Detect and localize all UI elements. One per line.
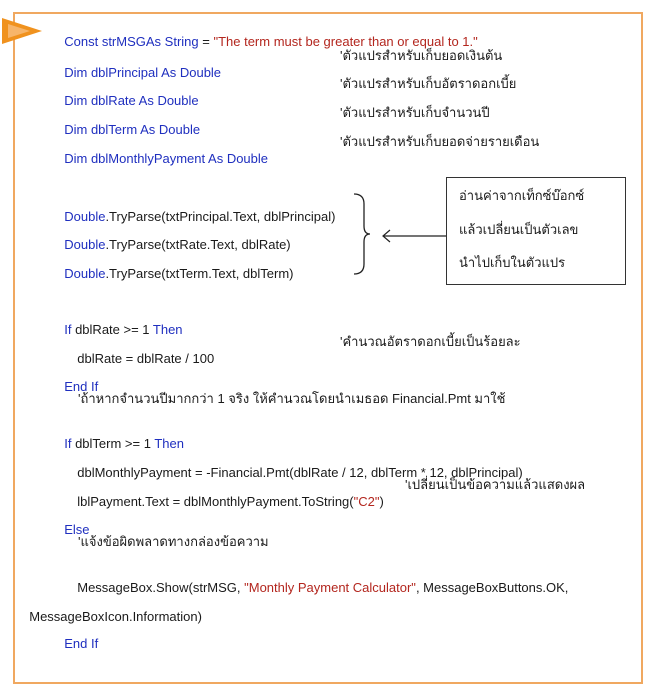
keyword: Double (64, 266, 106, 281)
comment: 'แจ้งข้อผิดพลาดทางกล่องข้อความ (78, 534, 269, 549)
keyword: Double (64, 237, 106, 252)
identifier: dblRate (90, 93, 139, 108)
code-line-dim-term (57, 106, 200, 138)
keyword: End If (64, 379, 99, 394)
keyword: Double (64, 209, 106, 224)
code-text: .TryParse(txtPrincipal.Text, dblPrincipal) (105, 209, 336, 224)
code-text: ) (379, 494, 384, 509)
keyword: If (64, 322, 76, 337)
note-line: อ่านค่าจากเท็กซ์บ๊อกซ์ (459, 188, 585, 203)
comment: 'ตัวแปรสำหรับเก็บจำนวนปี (340, 105, 490, 120)
note-line: แล้วเปลี่ยนเป็นตัวเลข (459, 222, 579, 237)
code-line-dim-monthly (57, 135, 268, 167)
keyword: Const (64, 34, 102, 49)
keyword: Dim (64, 93, 91, 108)
keyword: If (64, 436, 76, 451)
code-line-const (57, 18, 478, 50)
keyword: Then (152, 322, 183, 337)
keyword: As Double (161, 65, 222, 80)
explanation-note-box (446, 177, 626, 285)
code-line-dim-rate (57, 77, 199, 109)
pointer-arrow-icon (0, 16, 44, 46)
code-text: dblRate = dblRate / 100 (77, 351, 215, 366)
keyword: As Double (208, 151, 269, 166)
code-line-if-rate (57, 306, 183, 338)
code-text: dblMonthlyPayment = -Financial.Pmt(dblRate / 12, dblTerm * 12, dblPrincipal) (77, 465, 523, 480)
string-literal: "The term must be greater than or equal to 1." (213, 34, 478, 49)
code-text: , MessageBoxButtons.OK, (415, 580, 569, 595)
keyword: As Double (138, 93, 199, 108)
identifier: dblTerm (90, 122, 141, 137)
string-literal: "Monthly Payment Calculator" (244, 580, 416, 595)
code-line-tryparse-rate (57, 221, 291, 253)
identifier: dblPrincipal (90, 65, 162, 80)
code-text: MessageBox.Show(strMSG, (77, 580, 245, 595)
code-line-label-text (70, 478, 384, 510)
note-line: นำไปเก็บในตัวแปร (459, 255, 566, 270)
code-line-messagebox-cont (22, 593, 202, 625)
comment: 'คำนวณอัตราดอกเบี้ยเป็นร้อยละ (340, 334, 521, 349)
identifier: dblMonthlyPayment (90, 151, 209, 166)
code-text: .TryParse(txtRate.Text, dblRate) (105, 237, 291, 252)
code-text: dblTerm >= 1 (75, 436, 155, 451)
operator: = (198, 34, 214, 49)
comment: 'ตัวแปรสำหรับเก็บยอดจ่ายรายเดือน (340, 134, 540, 149)
comment: 'ตัวแปรสำหรับเก็บยอดเงินต้น (340, 48, 503, 63)
keyword: Dim (64, 65, 91, 80)
comment: 'เปลี่ยนเป็นข้อความแล้วแสดงผล (405, 477, 586, 492)
keyword: End If (64, 636, 99, 651)
comment: 'ถ้าหากจำนวนปีมากกว่า 1 จริง ให้คำนวณโดยนำเมธอด Financial.Pmt มาใช้ (78, 391, 506, 406)
keyword: Then (154, 436, 184, 451)
keyword: Else (64, 522, 90, 537)
keyword: Dim (64, 151, 91, 166)
code-line-tryparse-term (57, 250, 293, 282)
keyword: As Double (140, 122, 201, 137)
code-text: dblRate >= 1 (75, 322, 153, 337)
code-text: MessageBoxIcon.Information) (29, 609, 202, 624)
string-literal: "C2" (353, 494, 380, 509)
comment: 'ตัวแปรสำหรับเก็บอัตราดอกเบี้ย (340, 76, 517, 91)
right-brace-icon (352, 192, 372, 276)
identifier: strMSG (101, 34, 146, 49)
code-text: .TryParse(txtTerm.Text, dblTerm) (105, 266, 294, 281)
code-line-if-term (57, 420, 184, 452)
code-line-end-if-final (57, 620, 98, 652)
code-text: lblPayment.Text = dblMonthlyPayment.ToString( (77, 494, 354, 509)
keyword: Dim (64, 122, 91, 137)
keyword: As String (145, 34, 199, 49)
left-arrow-icon (380, 229, 448, 243)
code-line-messagebox (70, 564, 568, 596)
